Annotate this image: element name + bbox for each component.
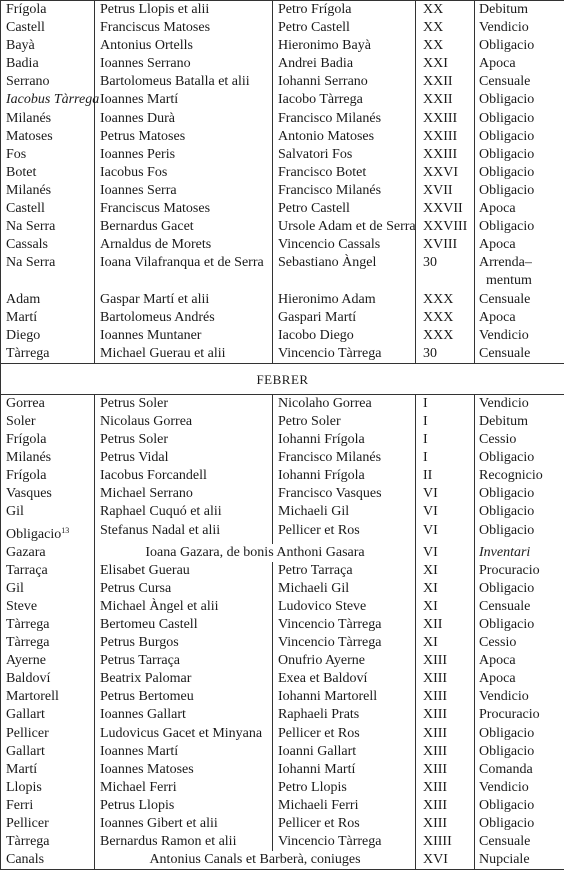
- act-type-cell: Apoca: [475, 309, 564, 327]
- name-cell: Canals: [1, 851, 95, 870]
- name-cell: Obligacio$^{13}$: [1, 522, 95, 544]
- name-cell: Castell: [1, 200, 95, 218]
- recipient-cell: Iacobo Tàrrega: [273, 91, 416, 109]
- recipient-cell: Nicolaho Gorrea: [273, 394, 416, 413]
- act-type-cell: Obligacio: [475, 815, 564, 833]
- day-cell: XIII: [416, 670, 475, 688]
- party-cell: Stefanus Nadal et alii: [95, 522, 273, 544]
- recipient-cell: Petro Llopis: [273, 779, 416, 797]
- name-cell: Martorell: [1, 688, 95, 706]
- name-cell: Pellicer: [1, 725, 95, 743]
- act-type-cell: Arrenda– mentum: [475, 254, 564, 290]
- day-cell: XVII: [416, 182, 475, 200]
- day-cell: XX: [416, 19, 475, 37]
- table-body: [1, 1, 564, 870]
- recipient-cell: Francisco Milanés: [273, 449, 416, 467]
- party-cell: Petrus Vidal: [95, 449, 273, 467]
- party-cell: Ioannes Gibert et alii: [95, 815, 273, 833]
- party-cell: Bertomeu Castell: [95, 616, 273, 634]
- name-cell: Tarraça: [1, 562, 95, 580]
- recipient-cell: Iohanni Martorell: [273, 688, 416, 706]
- day-cell: XVI: [416, 851, 475, 870]
- recipient-cell: Petro Frígola: [273, 1, 416, 20]
- recipient-cell: Francisco Milanés: [273, 182, 416, 200]
- act-type-cell: Procuracio: [475, 706, 564, 724]
- recipient-cell: Exea et Baldoví: [273, 670, 416, 688]
- recipient-cell: Antonio Matoses: [273, 128, 416, 146]
- recipient-cell: Michaeli Ferri: [273, 797, 416, 815]
- name-cell: Matoses: [1, 128, 95, 146]
- party-cell: Michael Àngel et alii: [95, 598, 273, 616]
- act-type-cell: Inventari: [475, 544, 564, 562]
- table-row: [1, 779, 564, 797]
- name-cell: Milanés: [1, 182, 95, 200]
- table-row: [1, 394, 564, 413]
- act-type-cell: Vendicio: [475, 779, 564, 797]
- day-cell: XX: [416, 1, 475, 20]
- party-cell: Ioannes Durà: [95, 110, 273, 128]
- day-cell: I: [416, 449, 475, 467]
- act-type-cell: Apoca: [475, 652, 564, 670]
- act-type-cell: Cessio: [475, 634, 564, 652]
- party-cell: Iacobus Forcandell: [95, 467, 273, 485]
- table-row: [1, 743, 564, 761]
- day-cell: XXX: [416, 309, 475, 327]
- table-row: [1, 128, 564, 146]
- act-type-cell: Censuale: [475, 345, 564, 364]
- day-cell: XIII: [416, 706, 475, 724]
- day-cell: 30: [416, 345, 475, 364]
- name-cell: Frígola: [1, 1, 95, 20]
- day-cell: XIII: [416, 688, 475, 706]
- party-cell: Raphael Cuquó et alii: [95, 503, 273, 521]
- party-cell: Elisabet Guerau: [95, 562, 273, 580]
- party-cell: Petrus Burgos: [95, 634, 273, 652]
- act-type-cell: Obligacio: [475, 449, 564, 467]
- day-cell: XIII: [416, 815, 475, 833]
- party-cell: Michael Serrano: [95, 485, 273, 503]
- table-row: [1, 146, 564, 164]
- act-type-cell: Obligacio: [475, 725, 564, 743]
- recipient-cell: Michaeli Gil: [273, 580, 416, 598]
- day-cell: XII: [416, 616, 475, 634]
- day-cell: XI: [416, 598, 475, 616]
- party-cell: Petrus Bertomeu: [95, 688, 273, 706]
- recipient-cell: Gaspari Martí: [273, 309, 416, 327]
- party-cell: Ioannes Matoses: [95, 761, 273, 779]
- table-row: [1, 562, 564, 580]
- name-cell: Adam: [1, 291, 95, 309]
- table-row: [1, 309, 564, 327]
- recipient-cell: Iacobo Diego: [273, 327, 416, 345]
- recipient-cell: Sebastiano Àngel: [273, 254, 416, 290]
- act-type-cell: Obligacio: [475, 503, 564, 521]
- name-cell: Na Serra: [1, 218, 95, 236]
- party-cell: Gaspar Martí et alii: [95, 291, 273, 309]
- party-cell: Ludovicus Gacet et Minyana: [95, 725, 273, 743]
- day-cell: II: [416, 467, 475, 485]
- table-row: [1, 236, 564, 254]
- table-row: [1, 706, 564, 724]
- day-cell: XIII: [416, 761, 475, 779]
- name-cell: Gorrea: [1, 394, 95, 413]
- party-cell: Petrus Llopis: [95, 797, 273, 815]
- party-cell: Ioana Vilafranqua et de Serra: [95, 254, 273, 290]
- name-cell: Castell: [1, 19, 95, 37]
- table-row: [1, 291, 564, 309]
- party-cell: Ioannes Martí: [95, 743, 273, 761]
- table-row: [1, 19, 564, 37]
- party-cell: Antonius Canals et Barberà, coniuges: [95, 851, 416, 870]
- act-type-cell: Vendicio: [475, 688, 564, 706]
- day-cell: XI: [416, 634, 475, 652]
- table-row: [1, 598, 564, 616]
- table-row: [1, 431, 564, 449]
- recipient-cell: Petro Tarraça: [273, 562, 416, 580]
- party-cell: Bernardus Ramon et alii: [95, 833, 273, 851]
- recipient-cell: Vincencio Tàrrega: [273, 833, 416, 851]
- day-cell: I: [416, 413, 475, 431]
- party-cell: Ioannes Muntaner: [95, 327, 273, 345]
- day-cell: XXIII: [416, 110, 475, 128]
- act-type-cell: Obligacio: [475, 37, 564, 55]
- act-type-cell: Apoca: [475, 55, 564, 73]
- name-cell: Martí: [1, 309, 95, 327]
- recipient-cell: Ludovico Steve: [273, 598, 416, 616]
- name-cell: Tàrrega: [1, 634, 95, 652]
- party-cell: Ioannes Peris: [95, 146, 273, 164]
- table-row: [1, 688, 564, 706]
- table-row: [1, 522, 564, 544]
- party-cell: Bartolomeus Batalla et alii: [95, 73, 273, 91]
- name-cell: Milanés: [1, 449, 95, 467]
- recipient-cell: Iohanni Frígola: [273, 431, 416, 449]
- party-cell: Petrus Soler: [95, 431, 273, 449]
- party-cell: Petrus Tarraça: [95, 652, 273, 670]
- table-row: [1, 73, 564, 91]
- day-cell: XXII: [416, 91, 475, 109]
- day-cell: XIII: [416, 652, 475, 670]
- table-row: [1, 851, 564, 870]
- name-cell: Serrano: [1, 73, 95, 91]
- recipient-cell: Pellicer et Ros: [273, 815, 416, 833]
- month-section-row: [1, 363, 564, 394]
- name-cell: Pellicer: [1, 815, 95, 833]
- party-cell: Bernardus Gacet: [95, 218, 273, 236]
- recipient-cell: Francisco Vasques: [273, 485, 416, 503]
- act-type-cell: Apoca: [475, 670, 564, 688]
- day-cell: XIII: [416, 743, 475, 761]
- act-type-cell: Cessio: [475, 431, 564, 449]
- day-cell: 30: [416, 254, 475, 290]
- recipient-cell: Vincencio Tàrrega: [273, 634, 416, 652]
- act-type-cell: Comanda: [475, 761, 564, 779]
- act-type-cell: Obligacio: [475, 743, 564, 761]
- name-cell: Tàrrega: [1, 616, 95, 634]
- name-cell: Vasques: [1, 485, 95, 503]
- recipient-cell: Petro Soler: [273, 413, 416, 431]
- table-row: [1, 670, 564, 688]
- table-row: [1, 725, 564, 743]
- recipient-cell: Francisco Botet: [273, 164, 416, 182]
- act-type-cell: Procuracio: [475, 562, 564, 580]
- party-cell: Bartolomeus Andrés: [95, 309, 273, 327]
- act-type-cell: Apoca: [475, 200, 564, 218]
- day-cell: XXIII: [416, 128, 475, 146]
- recipient-cell: Hieronimo Bayà: [273, 37, 416, 55]
- recipient-cell: Vincencio Cassals: [273, 236, 416, 254]
- name-cell: Diego: [1, 327, 95, 345]
- act-type-cell: Recognicio: [475, 467, 564, 485]
- name-cell: Martí: [1, 761, 95, 779]
- table-row: [1, 254, 564, 290]
- name-cell: Soler: [1, 413, 95, 431]
- name-cell: Baldoví: [1, 670, 95, 688]
- name-cell: Ferri: [1, 797, 95, 815]
- day-cell: XVIII: [416, 236, 475, 254]
- recipient-cell: Iohanni Serrano: [273, 73, 416, 91]
- name-cell: Frígola: [1, 467, 95, 485]
- party-cell: Arnaldus de Morets: [95, 236, 273, 254]
- name-cell: Milanés: [1, 110, 95, 128]
- act-type-cell: Censuale: [475, 73, 564, 91]
- party-cell: Ioannes Serrano: [95, 55, 273, 73]
- party-cell: Nicolaus Gorrea: [95, 413, 273, 431]
- day-cell: XXX: [416, 291, 475, 309]
- party-cell: Petrus Matoses: [95, 128, 273, 146]
- day-cell: XXVI: [416, 164, 475, 182]
- name-cell: Gallart: [1, 743, 95, 761]
- table-row: [1, 833, 564, 851]
- name-cell: Badia: [1, 55, 95, 73]
- day-cell: I: [416, 431, 475, 449]
- recipient-cell: Hieronimo Adam: [273, 291, 416, 309]
- recipient-cell: Onufrio Ayerne: [273, 652, 416, 670]
- table-row: [1, 503, 564, 521]
- table-row: [1, 327, 564, 345]
- act-type-cell: Obligacio: [475, 91, 564, 109]
- recipient-cell: Michaeli Gil: [273, 503, 416, 521]
- party-cell: Ioannes Martí: [95, 91, 273, 109]
- act-type-cell: Obligacio: [475, 616, 564, 634]
- day-cell: XIII: [416, 725, 475, 743]
- recipient-cell: Andrei Badia: [273, 55, 416, 73]
- act-type-cell: Debitum: [475, 1, 564, 20]
- party-cell: Petrus Llopis et alii: [95, 1, 273, 20]
- recipient-cell: Francisco Milanés: [273, 110, 416, 128]
- name-cell: Botet: [1, 164, 95, 182]
- day-cell: XXX: [416, 327, 475, 345]
- act-type-cell: Obligacio: [475, 797, 564, 815]
- party-cell: Franciscus Matoses: [95, 19, 273, 37]
- recipient-cell: Vincencio Tàrrega: [273, 616, 416, 634]
- table-row: [1, 544, 564, 562]
- day-cell: XIII: [416, 797, 475, 815]
- day-cell: XXIII: [416, 146, 475, 164]
- recipient-cell: Pellicer et Ros: [273, 522, 416, 544]
- name-cell: Tàrrega: [1, 833, 95, 851]
- table-row: [1, 634, 564, 652]
- name-cell: Fos: [1, 146, 95, 164]
- act-type-cell: Obligacio: [475, 522, 564, 544]
- act-type-cell: Debitum: [475, 413, 564, 431]
- recipient-cell: Salvatori Fos: [273, 146, 416, 164]
- name-cell: Steve: [1, 598, 95, 616]
- name-cell: Llopis: [1, 779, 95, 797]
- day-cell: XIII: [416, 779, 475, 797]
- party-cell: Antonius Ortells: [95, 37, 273, 55]
- day-cell: XXVIII: [416, 218, 475, 236]
- day-cell: VI: [416, 485, 475, 503]
- table-row: [1, 449, 564, 467]
- party-cell: Franciscus Matoses: [95, 200, 273, 218]
- section-heading: FEBRER: [1, 363, 564, 394]
- table-row: [1, 345, 564, 364]
- footnote-marker: 13: [61, 525, 70, 535]
- day-cell: XXII: [416, 73, 475, 91]
- name-cell: Gil: [1, 580, 95, 598]
- table-row: [1, 37, 564, 55]
- table-row: [1, 815, 564, 833]
- table-row: [1, 761, 564, 779]
- day-cell: VI: [416, 522, 475, 544]
- recipient-cell: Petro Castell: [273, 19, 416, 37]
- recipient-cell: Vincencio Tàrrega: [273, 345, 416, 364]
- day-cell: XIIII: [416, 833, 475, 851]
- table-row: [1, 413, 564, 431]
- name-cell: Ayerne: [1, 652, 95, 670]
- table-row: [1, 200, 564, 218]
- day-cell: VI: [416, 503, 475, 521]
- name-cell: Gallart: [1, 706, 95, 724]
- act-type-cell: Nupciale: [475, 851, 564, 870]
- table-row: [1, 218, 564, 236]
- day-cell: I: [416, 394, 475, 413]
- act-type-cell: Obligacio: [475, 164, 564, 182]
- act-type-cell: Censuale: [475, 291, 564, 309]
- act-type-cell: Vendicio: [475, 327, 564, 345]
- name-cell: Cassals: [1, 236, 95, 254]
- act-type-cell: Obligacio: [475, 218, 564, 236]
- act-type-cell: Obligacio: [475, 110, 564, 128]
- act-type-cell: Obligacio: [475, 580, 564, 598]
- name-cell: Na Serra: [1, 254, 95, 290]
- recipient-cell: Ioanni Gallart: [273, 743, 416, 761]
- table-row: [1, 467, 564, 485]
- name-cell: Tàrrega: [1, 345, 95, 364]
- day-cell: VI: [416, 544, 475, 562]
- table-row: [1, 182, 564, 200]
- table-row: [1, 652, 564, 670]
- party-cell: Beatrix Palomar: [95, 670, 273, 688]
- table-row: [1, 1, 564, 20]
- table-row: [1, 91, 564, 109]
- name-cell: Gil: [1, 503, 95, 521]
- recipient-cell: Iohanni Frígola: [273, 467, 416, 485]
- act-type-cell: Vendicio: [475, 19, 564, 37]
- act-type-cell: Obligacio: [475, 485, 564, 503]
- recipient-cell: Iohanni Martí: [273, 761, 416, 779]
- act-type-cell: Obligacio: [475, 146, 564, 164]
- recipient-cell: Ursole Adam et de Serra: [273, 218, 416, 236]
- party-cell: Michael Ferri: [95, 779, 273, 797]
- table-row: [1, 580, 564, 598]
- day-cell: XI: [416, 562, 475, 580]
- party-cell: Ioannes Serra: [95, 182, 273, 200]
- act-type-cell: Obligacio: [475, 128, 564, 146]
- name-cell: Gazara: [1, 544, 95, 562]
- table-row: [1, 485, 564, 503]
- party-cell: Petrus Cursa: [95, 580, 273, 598]
- party-cell: Michael Guerau et alii: [95, 345, 273, 364]
- table-row: [1, 797, 564, 815]
- name-cell: Frígola: [1, 431, 95, 449]
- act-type-cell: Obligacio: [475, 182, 564, 200]
- act-type-cell: Apoca: [475, 236, 564, 254]
- party-cell: Petrus Soler: [95, 394, 273, 413]
- party-cell: Ioannes Gallart: [95, 706, 273, 724]
- recipient-cell: Pellicer et Ros: [273, 725, 416, 743]
- day-cell: XX: [416, 37, 475, 55]
- day-cell: XXVII: [416, 200, 475, 218]
- table-row: [1, 616, 564, 634]
- recipient-cell: Raphaeli Prats: [273, 706, 416, 724]
- table-row: [1, 164, 564, 182]
- act-type-cell: Vendicio: [475, 394, 564, 413]
- act-type-cell: Censuale: [475, 833, 564, 851]
- recipient-cell: Petro Castell: [273, 200, 416, 218]
- party-cell: Ioana Gazara, de bonis Anthoni Gasara: [95, 544, 416, 562]
- name-cell: Iacobus Tàrrega: [1, 91, 95, 109]
- party-cell: Iacobus Fos: [95, 164, 273, 182]
- act-type-cell: Censuale: [475, 598, 564, 616]
- table-row: [1, 110, 564, 128]
- day-cell: XXI: [416, 55, 475, 73]
- name-cell: Bayà: [1, 37, 95, 55]
- day-cell: XI: [416, 580, 475, 598]
- table-row: [1, 55, 564, 73]
